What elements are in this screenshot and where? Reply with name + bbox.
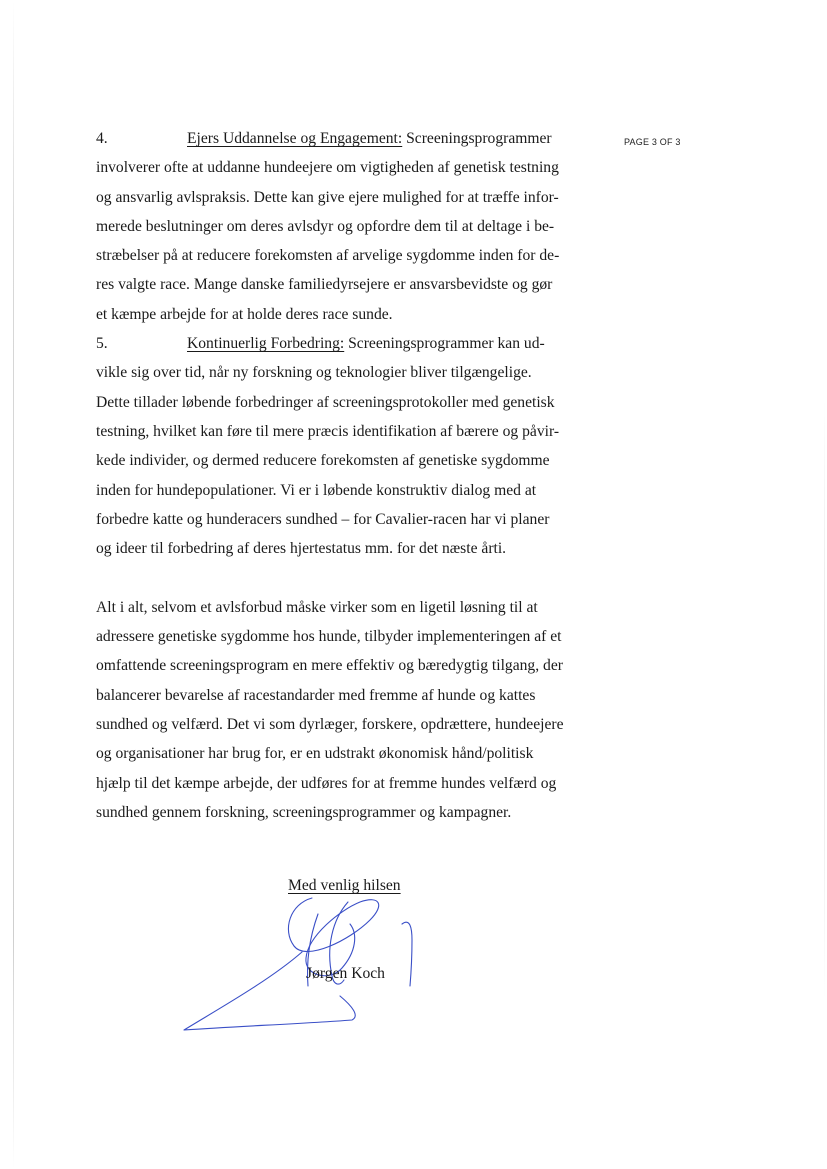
scan-edge-right — [824, 400, 825, 1000]
text-line-segment: Screeningsprogrammer kan ud- — [344, 335, 545, 353]
letter-body — [96, 124, 585, 827]
text-line: balancerer bevarelse af racestandarder med fremme af hunde og kattes — [96, 686, 536, 704]
closing-block — [288, 876, 401, 982]
text-line: involverer ofte at uddanne hundeejere om vigtigheden af genetisk testning — [96, 159, 559, 177]
item-number: 4. — [96, 130, 108, 147]
text-line: stræbelser på at reducere forekomsten af arvelige sygdomme inden for de- — [96, 247, 560, 265]
closing-salutation: Med venlig hilsen — [288, 877, 401, 894]
text-line: Dette tillader løbende forbedringer af screeningsprotokoller med genetisk — [96, 393, 555, 411]
text-line: merede beslutninger om deres avlsdyr og opfordre dem til at deltage i be- — [96, 217, 555, 235]
text-line: sundhed og velfærd. Det vi som dyrlæger, forskere, opdrættere, hundeejere — [96, 715, 564, 733]
text-line: og ansvarlig avlspraksis. Dette kan give ejere mulighed for at træffe infor- — [96, 188, 559, 206]
scan-edge-left — [13, 0, 14, 1169]
text-line: inden for hundepopulationer. Vi er i løbende konstruktiv dialog med at — [96, 481, 537, 499]
list-item — [96, 124, 585, 329]
signature-stroke — [402, 922, 412, 986]
text-line: omfattende screeningsprogram en mere effektiv og bæredygtig tilgang, der — [96, 657, 563, 675]
text-line: forbedre katte og hunderacers sundhed – for Cavalier-racen har vi planer — [96, 510, 550, 528]
text-line — [96, 124, 585, 153]
text-line: hjælp til det kæmpe arbejde, der udføres for at fremme hundes velfærd og — [96, 774, 557, 792]
paragraph-break — [96, 563, 585, 592]
text-line: og organisationer har brug for, er en udstrakt økonomisk hånd/politisk — [96, 745, 534, 763]
text-line: sundhed gennem forskning, screeningsprogrammer og kampagner. — [96, 803, 512, 821]
text-line — [96, 329, 585, 358]
handwritten-signature — [180, 890, 430, 1040]
conclusion-paragraph — [96, 593, 585, 827]
item-heading: Ejers Uddannelse og Engagement: — [187, 130, 403, 147]
item-number: 5. — [96, 335, 108, 353]
text-line: og ideer til forbedring af deres hjertestatus mm. for det næste årti. — [96, 540, 507, 558]
signer-name: Jørgen Koch — [306, 965, 385, 982]
text-line: Alt i alt, selvom et avlsforbud måske virker som en ligetil løsning til at — [96, 598, 538, 616]
text-line: testning, hvilket kan føre til mere præcis identifikation af bærere og påvir- — [96, 422, 560, 440]
item-heading: Kontinuerlig Forbedring: — [187, 335, 345, 353]
text-line-segment: Screeningsprogrammer — [402, 130, 552, 147]
list-item — [96, 329, 585, 563]
text-line: adressere genetiske sygdomme hos hunde, tilbyder implementeringen af et — [96, 628, 562, 646]
text-line: et kæmpe arbejde for at holde deres race sunde. — [96, 305, 393, 323]
text-line: kede individer, og dermed reducere forekomsten af genetiske sygdomme — [96, 452, 550, 470]
text-line: vikle sig over tid, når ny forskning og teknologier bliver tilgængelige. — [96, 364, 532, 382]
text-line: res valgte race. Mange danske familiedyrsejere er ansvarsbevidste og gør — [96, 276, 553, 294]
page-number: PAGE 3 OF 3 — [624, 137, 681, 147]
